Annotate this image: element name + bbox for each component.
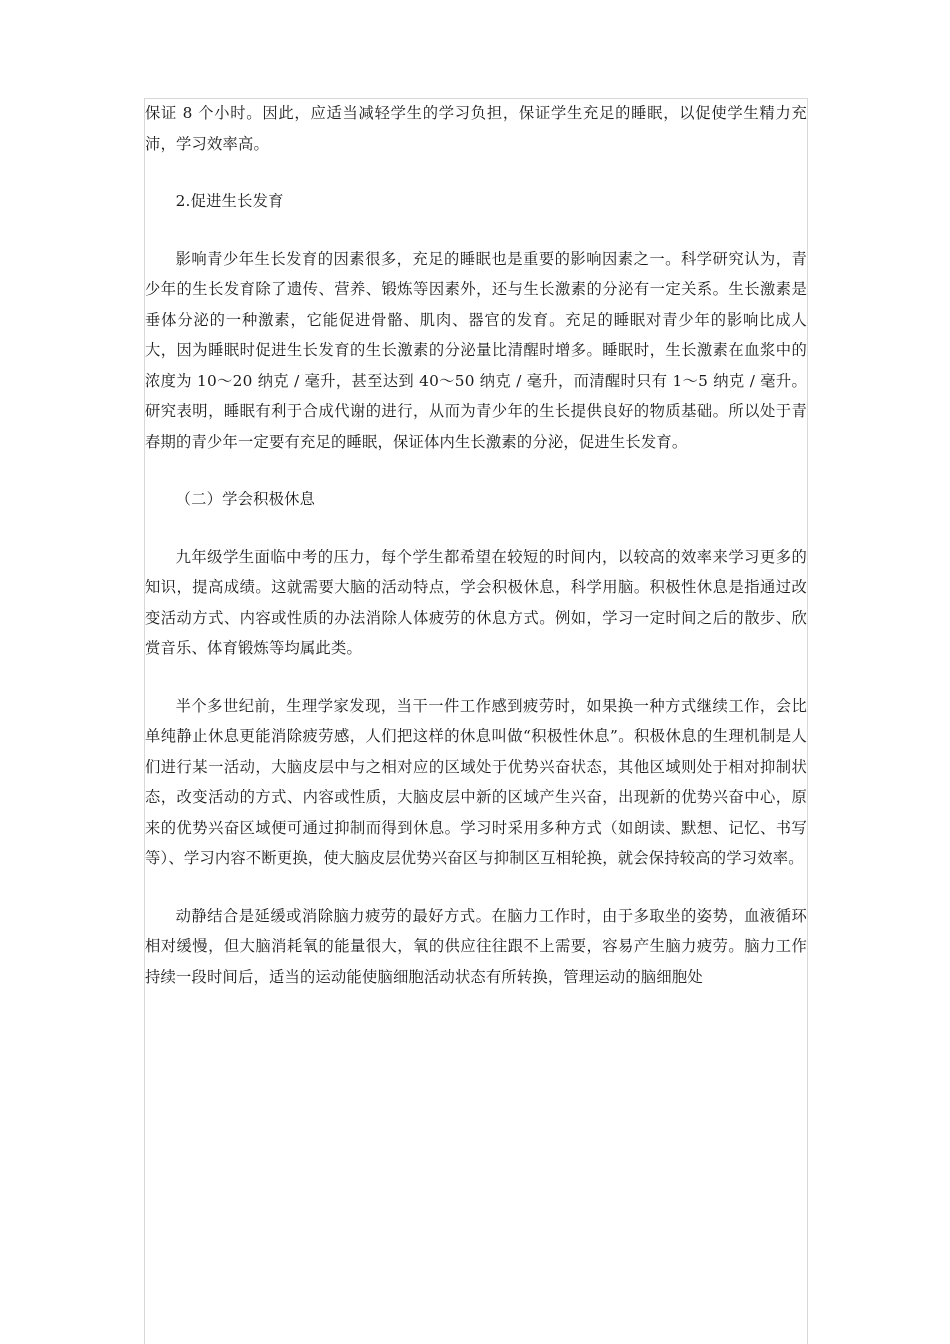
spacer: [145, 664, 807, 691]
spacer: [145, 515, 807, 542]
spacer: [145, 874, 807, 901]
spacer: [145, 159, 807, 186]
paragraph-continuation: 保证 8 个小时。因此，应适当减轻学生的学习负担，保证学生充足的睡眠，以促使学生精力充沛，学习效率高。: [145, 104, 807, 153]
spacer: [145, 217, 807, 244]
paragraph-dynamic-static: 动静结合是延缓或消除脑力疲劳的最好方式。在脑力工作时，由于多取坐的姿势，血液循环相对缓慢，但大脑消耗氧的能量很大，氧的供应往往跟不上需要，容易产生脑力疲劳。脑力工作持续一段时间后，适当的运动能使脑细胞活动状态有所转换，管理运动的脑细胞处: [145, 906, 807, 986]
spacer: [145, 457, 807, 484]
paragraph-exam-pressure: 九年级学生面临中考的压力，每个学生都希望在较短的时间内，以较高的效率来学习更多的知识，提高成绩。这就需要大脑的活动特点，学会积极休息，科学用脑。积极性休息是指通过改变活动方式、内容或性质的办法消除人体疲劳的休息方式。例如，学习一定时间之后的散步、欣赏音乐、体育锻炼等均属此类。: [145, 547, 807, 657]
paragraph-growth-hormone: 影响青少年生长发育的因素很多，充足的睡眠也是重要的影响因素之一。科学研究认为，青少年的生长发育除了遗传、营养、锻炼等因素外，还与生长激素的分泌有一定关系。生长激素是垂体分泌的一种激素，它能促进骨骼、肌肉、器官的发育。充足的睡眠对青少年的影响比成人大，因为睡眠时促进生长发育的生长激素的分泌量比清醒时增多。睡眠时，生长激素在血浆中的浓度为 10～20 纳克 / 毫升，甚至达到 40～50 纳克 / 毫升，而清醒时只有 1～5 纳克 / 毫升。研究表明，睡眠有利于合成代谢的进行，从而为青少年的生长提供良好的物质基础。所以处于青春期的青少年一定要有充足的睡眠，保证体内生长激素的分泌，促进生长发育。: [145, 249, 807, 451]
paragraph-active-rest-mechanism: 半个多世纪前，生理学家发现，当干一件工作感到疲劳时，如果换一种方式继续工作，会比单纯静止休息更能消除疲劳感，人们把这样的休息叫做“积极性休息”。积极休息的生理机制是人们进行某一活动，大脑皮层中与之相对应的区域处于优势兴奋状态，其他区域则处于相对抑制状态，改变活动的方式、内容或性质，大脑皮层中新的区域产生兴奋，出现新的优势兴奋中心，原来的优势兴奋区域便可通过抑制而得到休息。学习时采用多种方式（如朗读、默想、记忆、书写等）、学习内容不断更换，使大脑皮层优势兴奋区与抑制区互相轮换，就会保持较高的学习效率。: [145, 696, 807, 867]
section-heading-active-rest: （二）学会积极休息: [175, 490, 316, 508]
section-heading-growth: 2.促进生长发育: [175, 192, 284, 210]
document-body: [145, 98, 807, 992]
